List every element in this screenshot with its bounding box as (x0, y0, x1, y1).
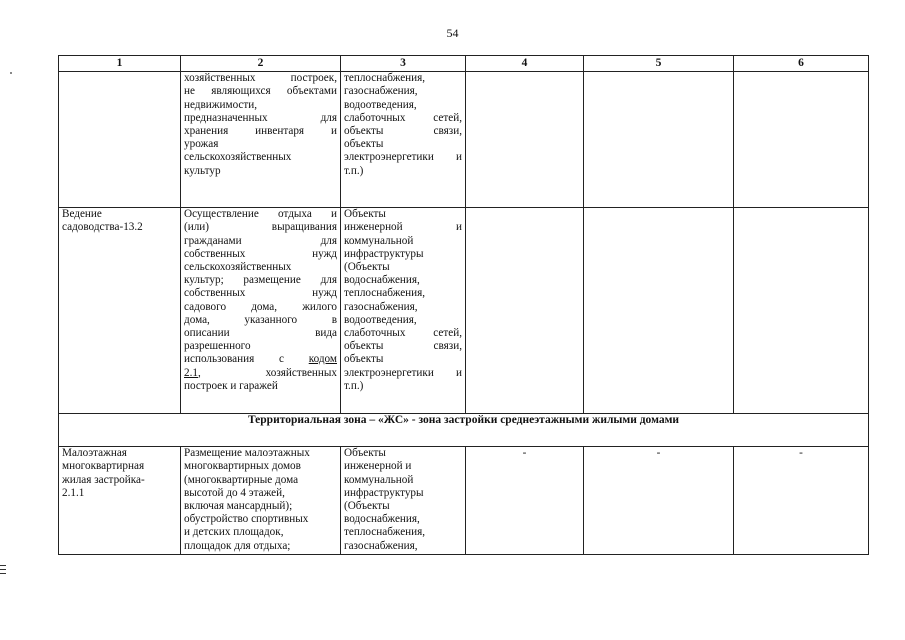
table-row (59, 72, 869, 208)
row1-col1 (59, 72, 181, 208)
row2-col3: Объекты инженерной и коммунальной инфраструктуры (Объекты водоснабжения, теплоснабжения, газоснабжения, водоотведения, слаботочных сетей, объекты связи, объекты электроэнергетики и т.п.) (341, 208, 466, 414)
row1-col3: теплоснабжения, газоснабжения, водоотведения, слаботочных сетей, объекты связи, объекты электроэнергетики и т.п.) (341, 72, 466, 208)
row2-col5 (584, 208, 734, 414)
row2-col1: Ведение садоводства-13.2 (59, 208, 181, 414)
row3-col4: - (466, 447, 584, 555)
margin-mark (0, 565, 6, 574)
column-header-3: 3 (341, 56, 466, 72)
row3-col1: Малоэтажная многоквартирная жилая застройка- 2.1.1 (59, 447, 181, 555)
zone-title-row (59, 414, 869, 447)
row1-col6 (734, 72, 869, 208)
code-link-number[interactable]: 2.1 (184, 366, 198, 379)
column-header-4: 4 (466, 56, 584, 72)
row3-col6: - (734, 447, 869, 555)
column-header-6: 6 (734, 56, 869, 72)
row2-col6 (734, 208, 869, 414)
zone-title: Территориальная зона – «ЖС» - зона застройки среднеэтажными жилыми домами (59, 414, 869, 447)
row2-col2: Осуществление отдыха и (или) выращивания гражданами для собственных нужд сельскохозяйственных культур; размещение для собственных нужд садового дома, жилого дома, указанного в описании вида разрешенного использования с кодом 2.1, хозяйственных построек и гаражей (181, 208, 341, 414)
regulations-table (58, 55, 869, 555)
code-link-word[interactable]: кодом (308, 353, 337, 366)
row3-col3: Объекты инженерной и коммунальной инфраструктуры (Объекты водоснабжения, теплоснабжения, газоснабжения, (341, 447, 466, 555)
row3-col2: Размещение малоэтажных многоквартирных домов (многоквартирные дома высотой до 4 этажей, включая мансардный); обустройство спортивных и детских площадок, площадок для отдыха; (181, 447, 341, 555)
scan-speck (10, 72, 12, 74)
row3-col5: - (584, 447, 734, 555)
column-header-2: 2 (181, 56, 341, 72)
page-number: 54 (446, 26, 459, 40)
row1-col4 (466, 72, 584, 208)
header-row (59, 56, 869, 72)
row1-col5 (584, 72, 734, 208)
table-row (59, 208, 869, 414)
row1-col2: хозяйственных построек, не являющихся объектами недвижимости, предназначенных для хранения инвентаря и урожая сельскохозяйственных культур (181, 72, 341, 208)
column-header-1: 1 (59, 56, 181, 72)
row2-col4 (466, 208, 584, 414)
table-row (59, 447, 869, 555)
column-header-5: 5 (584, 56, 734, 72)
